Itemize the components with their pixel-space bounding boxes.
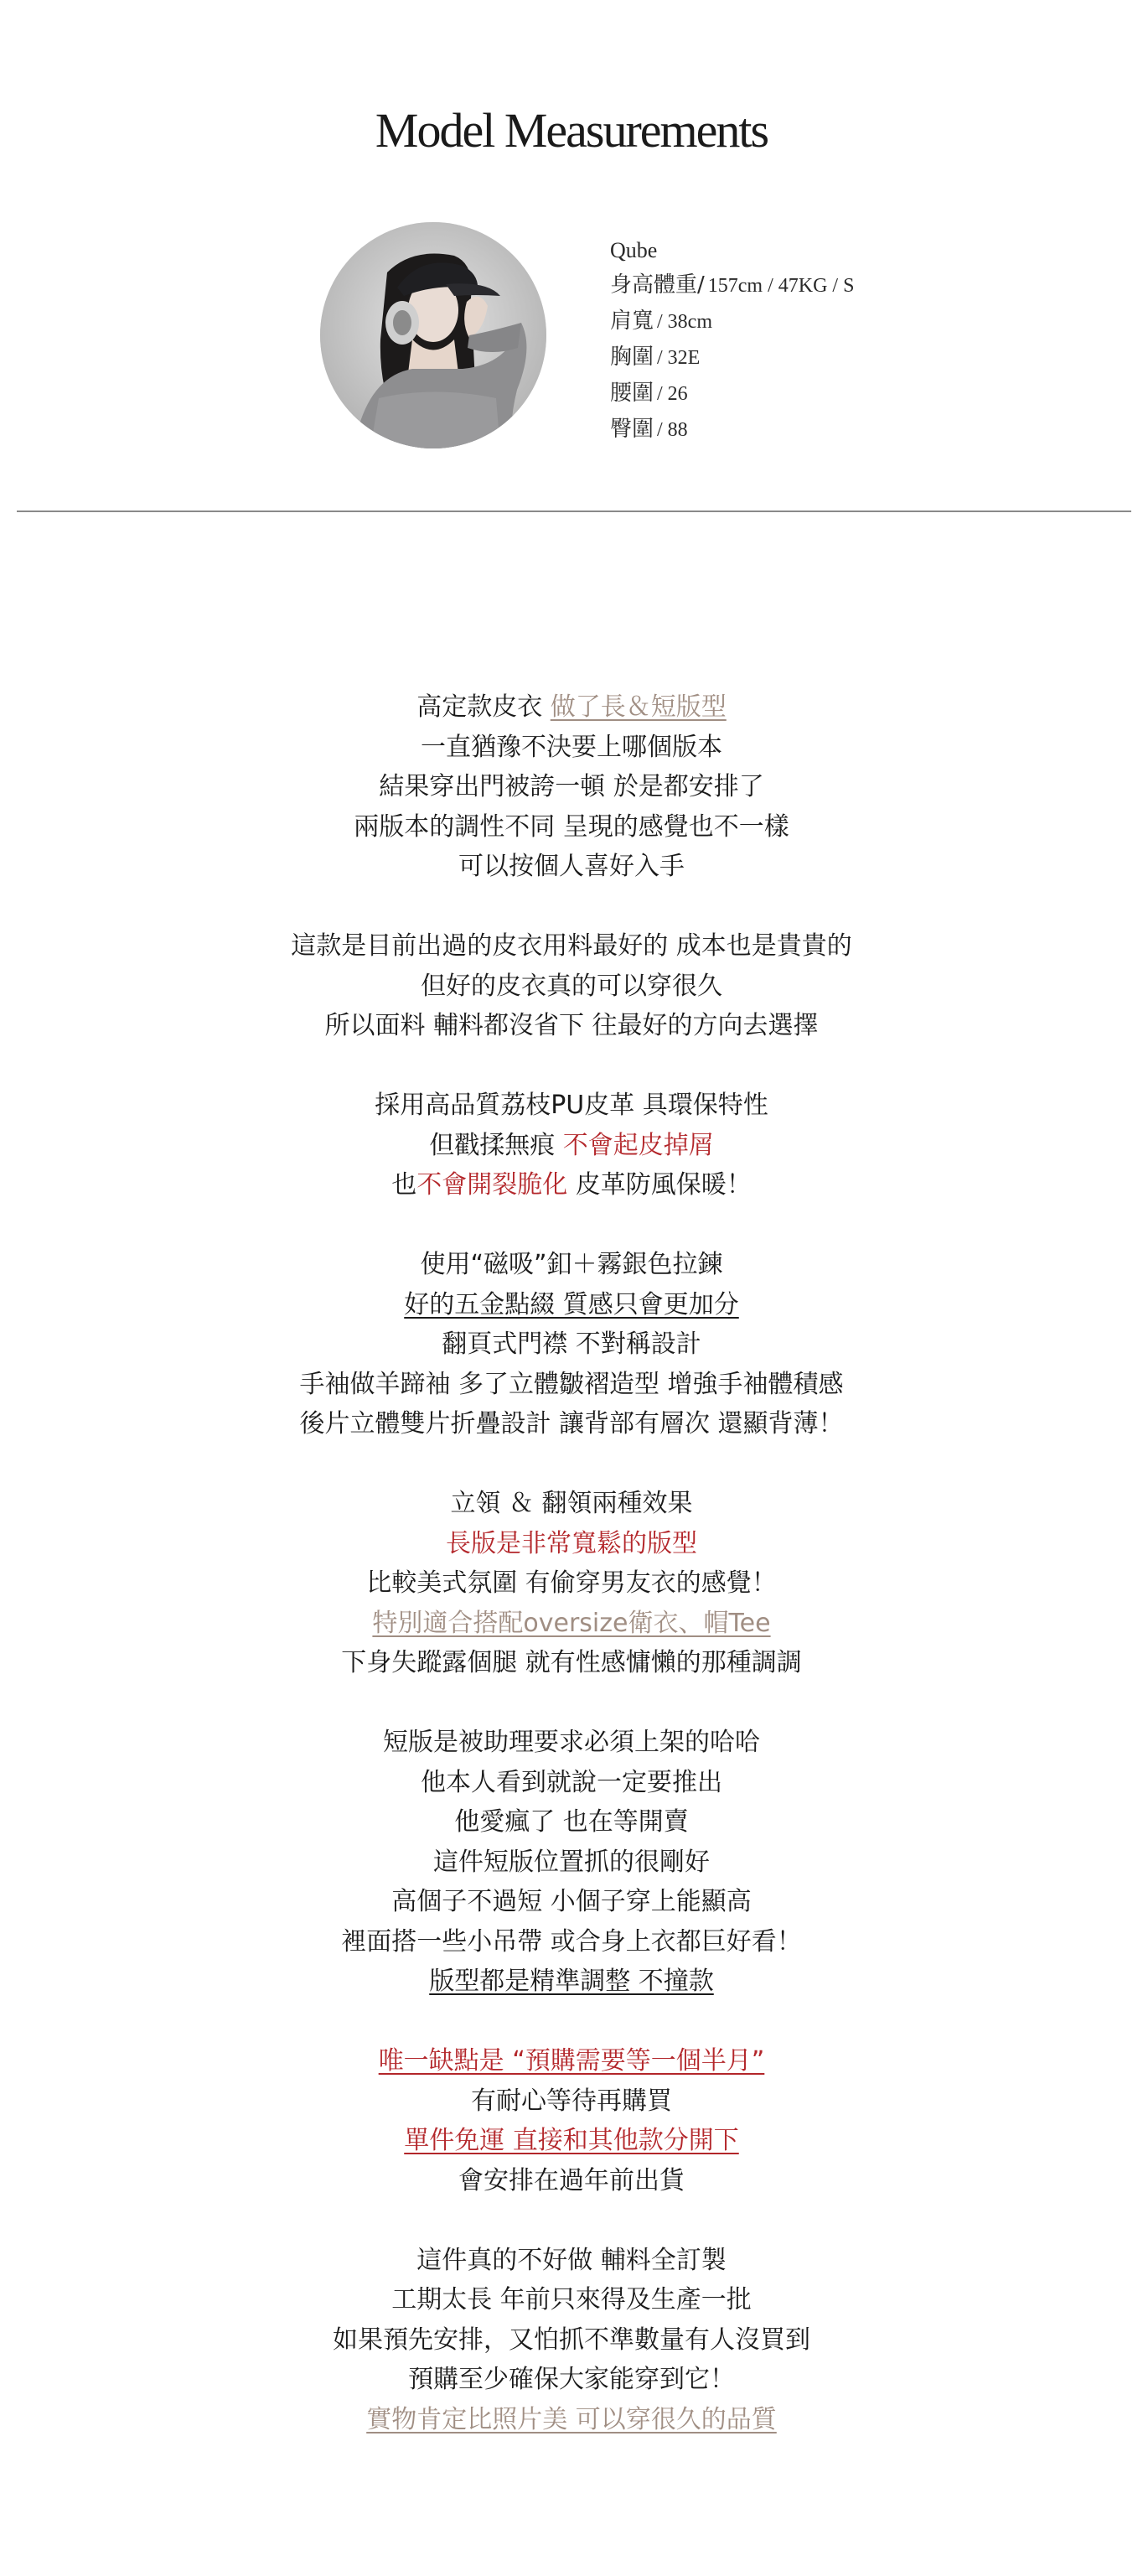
desc-highlight-link: 做了長＆短版型 [550, 692, 727, 722]
measurement-label: 臀圍 [610, 417, 654, 442]
desc-underlined: 好的五金點綴 質感只會更加分 [404, 1289, 739, 1319]
desc-line [0, 2400, 1143, 2440]
desc-line: 比較美式氛圍 有偷穿男友衣的感覺！ [366, 1568, 777, 1598]
desc-line: 一直猶豫不決要上哪個版本 [421, 732, 722, 762]
desc-highlight-link: 特別適合搭配oversize衛衣、帽Tee [372, 1608, 771, 1638]
desc-line: 如果預先安排，又怕抓不準數量有人沒買到 [333, 2325, 810, 2355]
desc-line: 翻頁式門襟 不對稱設計 [442, 1329, 701, 1359]
desc-line-red: 長版是非常寬鬆的版型 [446, 1528, 697, 1558]
measurement-height-weight [610, 267, 854, 303]
desc-line: 兩版本的調性不同 呈現的感覺也不一樣 [354, 811, 789, 842]
measurement-waist [610, 376, 854, 412]
desc-line: 下身失蹤露個腿 就有性感慵懶的那種調調 [341, 1648, 802, 1677]
desc-line: 這件真的不好做 輔料全訂製 [416, 2245, 727, 2275]
desc-line: 有耐心等待再購買 [471, 2086, 672, 2116]
desc-text: 高定款皮衣 [416, 692, 551, 722]
desc-text: 皮革防風保暖！ [567, 1170, 752, 1200]
measurement-hip [610, 412, 854, 448]
measurement-label: 身高體重/ [610, 272, 705, 298]
desc-line [0, 1285, 1143, 1325]
paragraph-gap [0, 2200, 1143, 2241]
desc-highlight-red: 不會起皮掉屑 [562, 1130, 714, 1160]
desc-line: 裡面搭一些小吊帶 或合身上衣都巨好看！ [341, 1926, 802, 1957]
desc-highlight-red: 不會開裂脆化 [416, 1170, 568, 1200]
desc-text: 也 [391, 1170, 417, 1200]
desc-line: 後片立體雙片折疊設計 讓背部有層次 還顯背薄！ [299, 1409, 844, 1438]
paragraph-gap [0, 1444, 1143, 1485]
desc-line [0, 1165, 1143, 1205]
measurement-value: / 38cm [657, 311, 713, 333]
desc-line [0, 687, 1143, 728]
desc-highlight-red: 唯一缺點是 “預購需要等一個半月” [378, 2046, 765, 2076]
measurement-shoulder [610, 303, 854, 339]
desc-line [0, 1126, 1143, 1166]
desc-line [0, 1604, 1143, 1644]
page-title: Model Measurements [375, 103, 768, 158]
desc-line [0, 2041, 1143, 2081]
desc-line: 使用“磁吸”釦＋霧銀色拉鍊 [420, 1250, 723, 1279]
desc-line: 手袖做羊蹄袖 多了立體皺褶造型 增強手袖體積感 [299, 1369, 844, 1399]
measurement-value: / 26 [657, 383, 688, 405]
measurement-label: 腰圍 [610, 381, 654, 406]
desc-line: 預購至少確保大家能穿到它！ [408, 2365, 735, 2394]
model-measurements [610, 233, 854, 448]
measurement-value: 157cm / 47KG / S [707, 275, 855, 297]
desc-highlight-link: 實物肯定比照片美 可以穿很久的品質 [366, 2404, 777, 2434]
desc-line: 高個子不過短 小個子穿上能顯高 [391, 1887, 752, 1916]
desc-line: 立領 ＆ 翻領兩種效果 [450, 1489, 693, 1518]
model-photo [320, 222, 546, 448]
desc-line: 這款是目前出過的皮衣用料最好的 成本也是貴貴的 [291, 931, 852, 961]
paragraph-gap [0, 1046, 1143, 1086]
section-divider [17, 511, 1131, 512]
desc-line: 可以按個人喜好入手 [458, 852, 685, 881]
desc-line: 他愛瘋了 也在等開賣 [454, 1807, 689, 1837]
measurement-value: / 88 [657, 419, 688, 441]
paragraph-gap [0, 2002, 1143, 2042]
measurement-value: / 32E [657, 347, 701, 369]
desc-line: 會安排在過年前出貨 [458, 2165, 685, 2195]
measurement-label: 胸圍 [610, 345, 654, 370]
desc-underlined: 版型都是精準調整 不撞款 [429, 1967, 714, 1996]
desc-line: 短版是被助理要求必須上架的哈哈 [383, 1728, 760, 1757]
desc-line: 結果穿出門被誇一頓 於是都安排了 [379, 772, 764, 801]
model-name: Qube [610, 238, 658, 262]
desc-line [0, 1962, 1143, 2002]
desc-line: 工期太長 年前只來得及生產一批 [391, 2285, 752, 2314]
paragraph-gap [0, 1205, 1143, 1246]
desc-line [0, 2121, 1143, 2161]
desc-line: 這件短版位置抓的很剛好 [433, 1847, 710, 1877]
desc-highlight-red: 單件免運 直接和其他款分開下 [404, 2126, 739, 2155]
paragraph-gap [0, 1683, 1143, 1723]
product-description [0, 687, 1143, 2439]
measurement-label: 肩寬 [610, 308, 654, 334]
desc-line: 他本人看到就說一定要推出 [421, 1767, 722, 1797]
desc-line: 但好的皮衣真的可以穿很久 [421, 971, 722, 1001]
desc-line: 採用高品質荔枝PU皮革 具環保特性 [375, 1091, 768, 1120]
desc-text: 但戳揉無痕 [429, 1130, 563, 1160]
measurement-bust [610, 339, 854, 376]
desc-line: 所以面料 輔料都沒省下 往最好的方向去選擇 [324, 1011, 819, 1040]
paragraph-gap [0, 887, 1143, 927]
